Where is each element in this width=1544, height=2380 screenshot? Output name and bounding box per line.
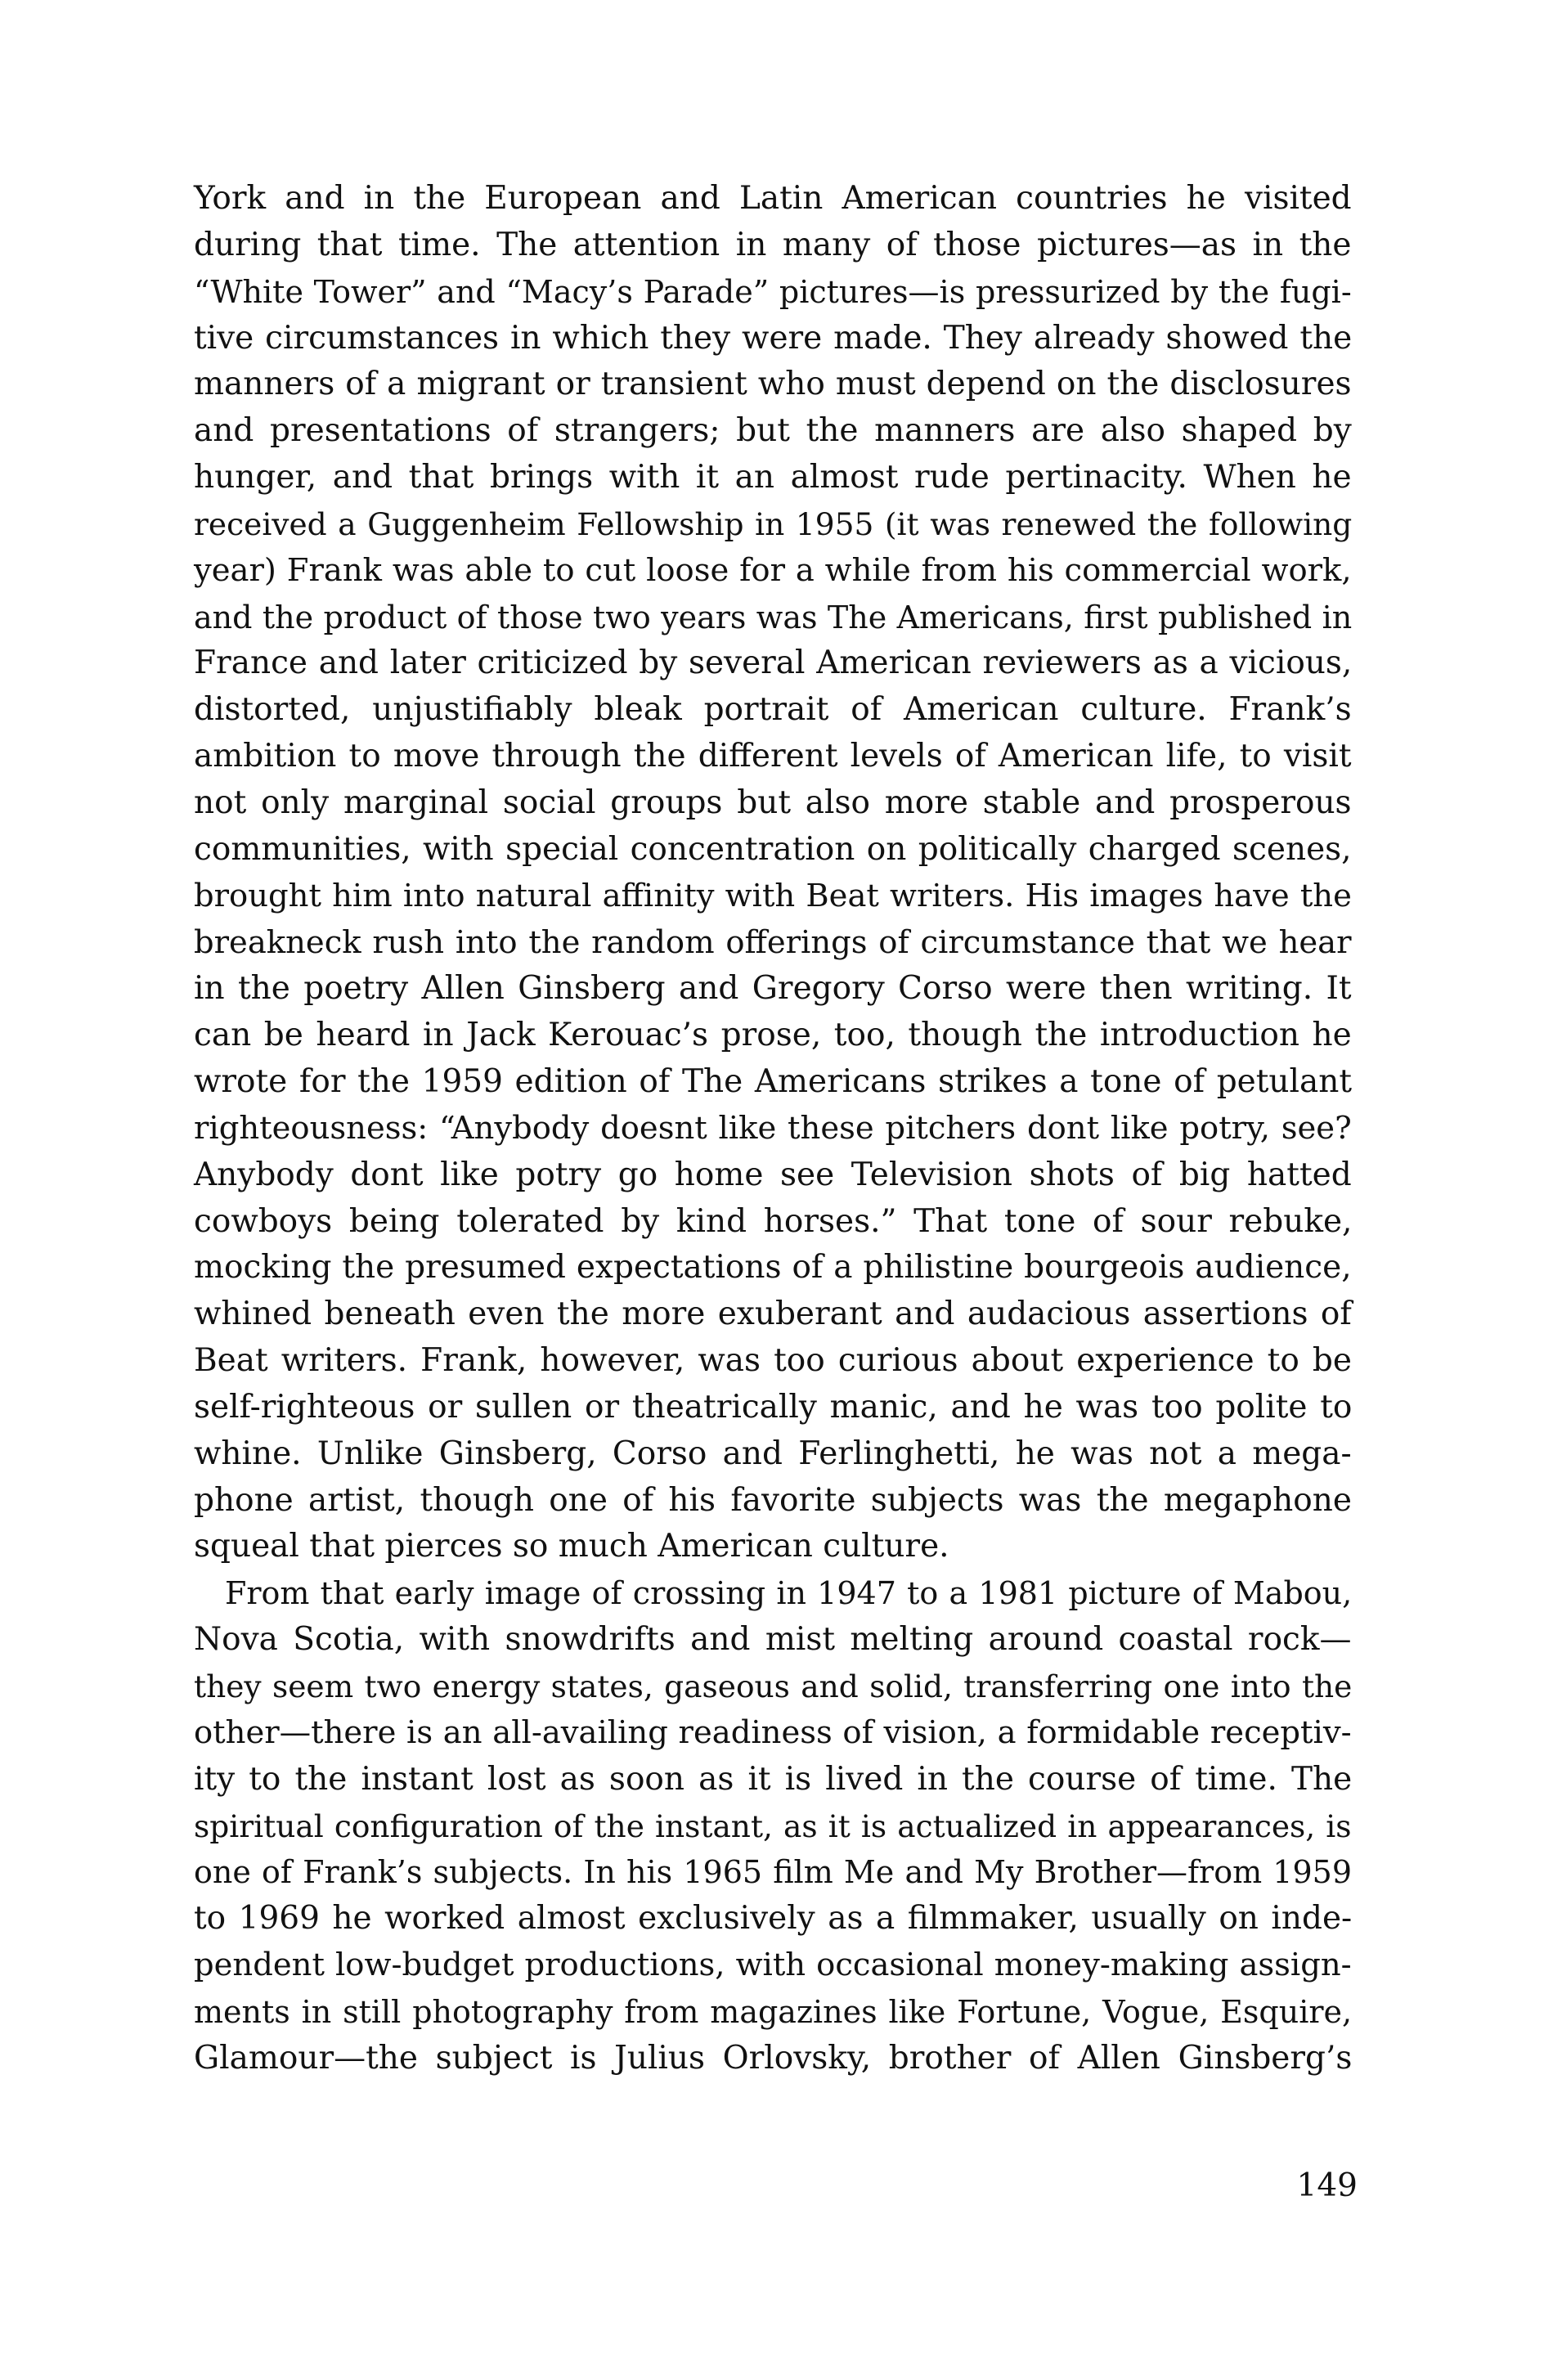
text-line: Beat writers. Frank, however, was too curious about experience to be <box>194 1342 1352 1380</box>
body-text <box>194 176 1352 2082</box>
text-line: self-righteous or sullen or theatrically manic, and he was too polite to <box>194 1388 1353 1426</box>
text-line: they seem two energy states, gaseous and solid, transferring one into the <box>194 1668 1353 1704</box>
text-line: cowboys being tolerated by kind horses.” That tone of sour rebuke, <box>194 1202 1353 1240</box>
text-line: mocking the presumed expectations of a philistine bourgeois audience, <box>194 1249 1352 1287</box>
text-line: wrote for the 1959 edition of The Americans strikes a tone of petulant <box>194 1063 1353 1101</box>
text-line: and the product of those two years was The Americans, first published in <box>194 599 1353 635</box>
text-line: not only marginal social groups but also more stable and prosperous <box>194 784 1352 821</box>
text-line: can be heard in Jack Kerouac’s prose, too, though the introduction he <box>194 1017 1352 1054</box>
text-line: righteousness: “Anybody doesnt like these pitchers dont like potry, see? <box>194 1109 1352 1147</box>
text-line: Glamour—the subject is Julius Orlovsky, brother of Allen Ginsberg’s <box>194 2039 1353 2077</box>
text-line: whined beneath even the more exuberant and audacious assertions of <box>194 1296 1352 1333</box>
text-line: received a Guggenheim Fellowship in 1955 (it was renewed the following <box>194 505 1353 542</box>
text-line: pendent low-budget productions, with occasional money-making assign- <box>194 1947 1352 1984</box>
text-line: whine. Unlike Ginsberg, Corso and Ferlinghetti, he was not a mega- <box>194 1435 1352 1472</box>
text-line: manners of a migrant or transient who must depend on the disclosures <box>194 366 1352 403</box>
text-line: breakneck rush into the random offerings of circumstance that we hear <box>194 923 1352 961</box>
text-line: ambition to move through the different levels of American life, to visit <box>194 738 1352 775</box>
text-line: Anybody dont like potry go home see Television shots of big hatted <box>194 1156 1352 1193</box>
text-line: year) Frank was able to cut loose for a while from his commercial work, <box>194 551 1352 589</box>
text-line: spiritual configuration of the instant, as it is actualized in appearances, is <box>194 1807 1352 1844</box>
text-line: in the poetry Allen Ginsberg and Gregory Corso were then writing. It <box>194 970 1352 1008</box>
paragraph-2 <box>194 1570 1352 2081</box>
paragraph-1 <box>194 176 1352 1570</box>
page-number: 149 <box>1296 2167 1358 2204</box>
text-line: and presentations of strangers; but the manners are also shaped by <box>194 412 1352 450</box>
text-line: distorted, unjustifiably bleak portrait of American culture. Frank’s <box>194 691 1352 729</box>
text-line: France and later criticized by several American reviewers as a vicious, <box>194 644 1353 682</box>
text-line: to 1969 he worked almost exclusively as a filmmaker, usually on inde- <box>194 1900 1353 1938</box>
text-line: tive circumstances in which they were made. They already showed the <box>194 319 1353 357</box>
text-line: squeal that pierces so much American culture. <box>194 1528 949 1565</box>
text-line: From that early image of crossing in 1947 to a 1981 picture of Mabou, <box>225 1575 1353 1612</box>
text-line: during that time. The attention in many of those pictures—as in the <box>194 226 1352 263</box>
text-line: hunger, and that brings with it an almost rude pertinacity. When he <box>194 459 1352 496</box>
text-line: one of Frank’s subjects. In his 1965 film Me and My Brother—from 1959 <box>194 1854 1352 1891</box>
text-line: phone artist, though one of his favorite subjects was the megaphone <box>194 1481 1352 1519</box>
text-line: communities, with special concentration on politically charged scenes, <box>194 830 1352 868</box>
text-line: brought him into natural affinity with Beat writers. His images have the <box>194 877 1352 914</box>
text-line: ments in still photography from magazines like Fortune, Vogue, Esquire, <box>194 1993 1353 2030</box>
text-line: Nova Scotia, with snowdrifts and mist melting around coastal rock— <box>194 1621 1352 1659</box>
text-line: York and in the European and Latin American countries he visited <box>194 180 1352 217</box>
text-line: ity to the instant lost as soon as it is lived in the course of time. The <box>194 1760 1353 1798</box>
text-line: “White Tower” and “Macy’s Parade” pictures—is pressurized by the fugi- <box>194 273 1352 310</box>
text-line: other—there is an all-availing readiness of vision, a formidable receptiv- <box>194 1713 1352 1751</box>
